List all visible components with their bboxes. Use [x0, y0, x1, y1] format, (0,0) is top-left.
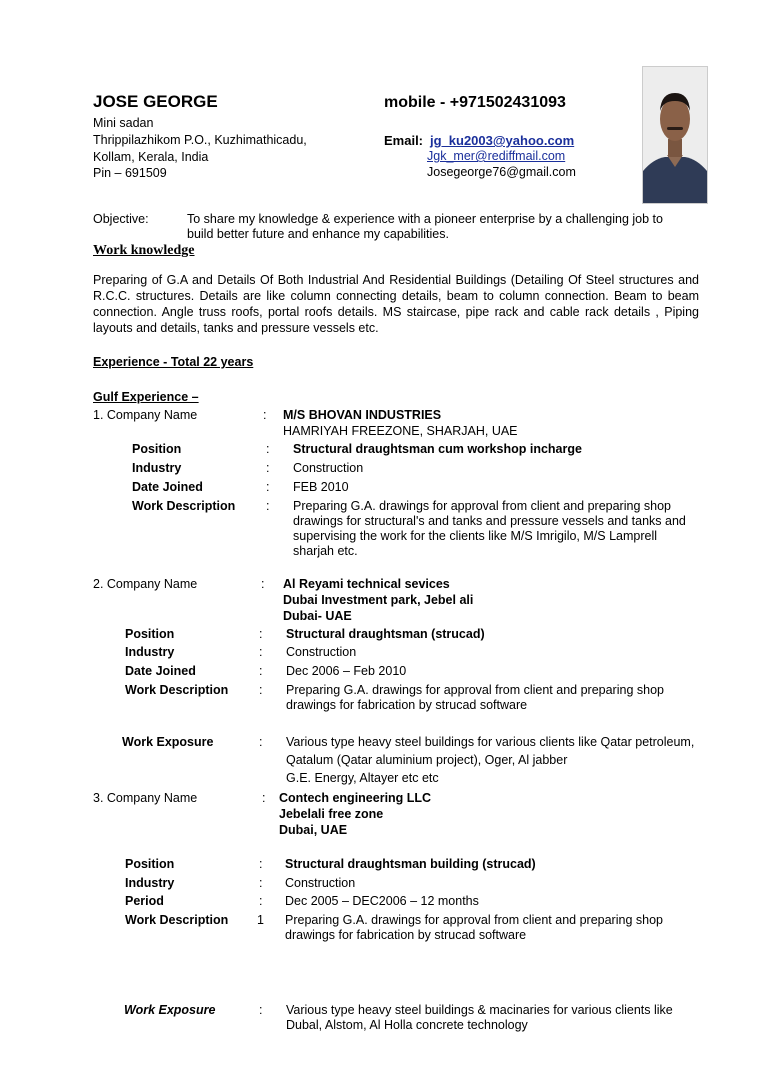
company-1-date: FEB 2010 [293, 480, 349, 494]
company-3-address-1: Jebelali free zone [279, 807, 384, 821]
company-1-industry: Construction [293, 461, 364, 475]
email-label: Email: [384, 133, 424, 148]
colon: : [259, 627, 263, 641]
company-2-date: Dec 2006 – Feb 2010 [286, 664, 407, 678]
colon: : [259, 857, 263, 871]
company-1-position-label: Position [132, 442, 182, 456]
company-2-exposure-label: Work Exposure [122, 735, 214, 749]
company-3-period-label: Period [125, 894, 164, 908]
email-link-1[interactable]: jg_ku2003@yahoo.com [430, 133, 575, 148]
company-3-industry: Construction [285, 876, 356, 890]
list-marker: 1 [257, 913, 264, 927]
colon: : [259, 894, 263, 908]
company-3-exposure-label: Work Exposure [124, 1003, 216, 1017]
company-3-exposure-2: Dubal, Alstom, Al Holla concrete technology [286, 1018, 528, 1032]
company-2-date-label: Date Joined [125, 664, 196, 678]
colon: : [266, 461, 270, 475]
colon: : [266, 480, 270, 494]
company-3-position-label: Position [125, 857, 175, 871]
colon: : [261, 577, 265, 591]
company-3-label: 3. Company Name [93, 791, 198, 805]
company-2-exposure-2: Qatalum (Qatar aluminium project), Oger, Al jabber [286, 753, 568, 767]
work-knowledge-text: Preparing of G.A and Details Of Both Industrial And Residential Buildings (Detailing Of Steel structures and R.C.C. structures. Details are like column connecting details, beam to column connection. Beam to beam connection. Angle truss roofs, portal roofs details. MS staircase, pipe rack and cable rack details , Piping layouts and details, tanks and pressure vessels etc. [93, 273, 699, 335]
company-2-industry: Construction [286, 645, 357, 659]
colon: : [263, 408, 267, 422]
colon: : [259, 1003, 263, 1017]
objective-label: Objective: [93, 212, 149, 226]
address-line-4: Pin – 691509 [93, 166, 167, 180]
company-2-name: Al Reyami technical sevices [283, 577, 450, 591]
company-2-exposure-1: Various type heavy steel buildings for various clients like Qatar petroleum, [286, 735, 695, 749]
company-1-name: M/S BHOVAN INDUSTRIES [283, 408, 442, 422]
colon: : [259, 664, 263, 678]
work-knowledge-heading: Work knowledge [93, 243, 195, 258]
company-1-date-label: Date Joined [132, 480, 203, 494]
company-1-desc-label: Work Description [132, 499, 236, 513]
company-1-desc: Preparing G.A. drawings for approval from client and preparing shop drawings for structural's and tanks and pressure vessels and tanks and supervising the work for the clients like M/S Imrigilo, M/S Lamprell sharjah etc. [293, 499, 686, 558]
objective-text-2: build better future and enhance my capabilities. [187, 227, 449, 241]
company-1-position: Structural draughtsman cum workshop incharge [293, 442, 582, 456]
company-3-period: Dec 2005 – DEC2006 – 12 months [285, 894, 479, 908]
colon: : [259, 645, 263, 659]
company-3-desc-label: Work Description [125, 913, 229, 927]
company-2-address-1: Dubai Investment park, Jebel ali [283, 593, 474, 607]
company-3-address-2: Dubai, UAE [279, 823, 348, 837]
company-3-industry-label: Industry [125, 876, 175, 890]
company-3-position: Structural draughtsman building (strucad) [285, 857, 536, 871]
gulf-experience-heading: Gulf Experience – [93, 390, 199, 404]
experience-heading: Experience - Total 22 years [93, 355, 254, 369]
mobile-number: mobile - +971502431093 [384, 94, 566, 111]
company-2-position-label: Position [125, 627, 175, 641]
colon: : [259, 876, 263, 890]
company-2-desc: Preparing G.A. drawings for approval from client and preparing shop drawings for fabrication by strucad software [286, 683, 664, 712]
colon: : [266, 442, 270, 456]
company-2-position: Structural draughtsman (strucad) [286, 627, 485, 641]
colon: : [259, 683, 263, 697]
colon: : [262, 791, 266, 805]
company-2-address-2: Dubai- UAE [283, 609, 352, 623]
address-line-1: Mini sadan [93, 116, 154, 130]
company-2-exposure-3: G.E. Energy, Altayer etc etc [286, 771, 439, 785]
company-1-address: HAMRIYAH FREEZONE, SHARJAH, UAE [283, 424, 518, 438]
company-1-label: 1. Company Name [93, 408, 198, 422]
email-text-3: Josegeorge76@gmail.com [427, 165, 576, 179]
company-1-industry-label: Industry [132, 461, 182, 475]
profile-photo [642, 66, 708, 204]
email-link-2[interactable]: Jgk_mer@rediffmail.com [427, 149, 566, 163]
company-3-name: Contech engineering LLC [279, 791, 432, 805]
colon: : [259, 735, 263, 749]
objective-text-1: To share my knowledge & experience with a pioneer enterprise by a challenging job to [187, 212, 663, 226]
company-3-exposure-1: Various type heavy steel buildings & macinaries for various clients like [286, 1003, 673, 1017]
address-line-3: Kollam, Kerala, India [93, 150, 209, 164]
company-3-desc: Preparing G.A. drawings for approval from client and preparing shop drawings for fabrication by strucad software [285, 913, 663, 942]
company-2-desc-label: Work Description [125, 683, 229, 697]
company-2-industry-label: Industry [125, 645, 175, 659]
address-line-2: Thrippilazhikom P.O., Kuzhimathicadu, [93, 133, 307, 147]
colon: : [266, 499, 270, 513]
company-2-label: 2. Company Name [93, 577, 198, 591]
candidate-name: JOSE GEORGE [93, 92, 218, 111]
